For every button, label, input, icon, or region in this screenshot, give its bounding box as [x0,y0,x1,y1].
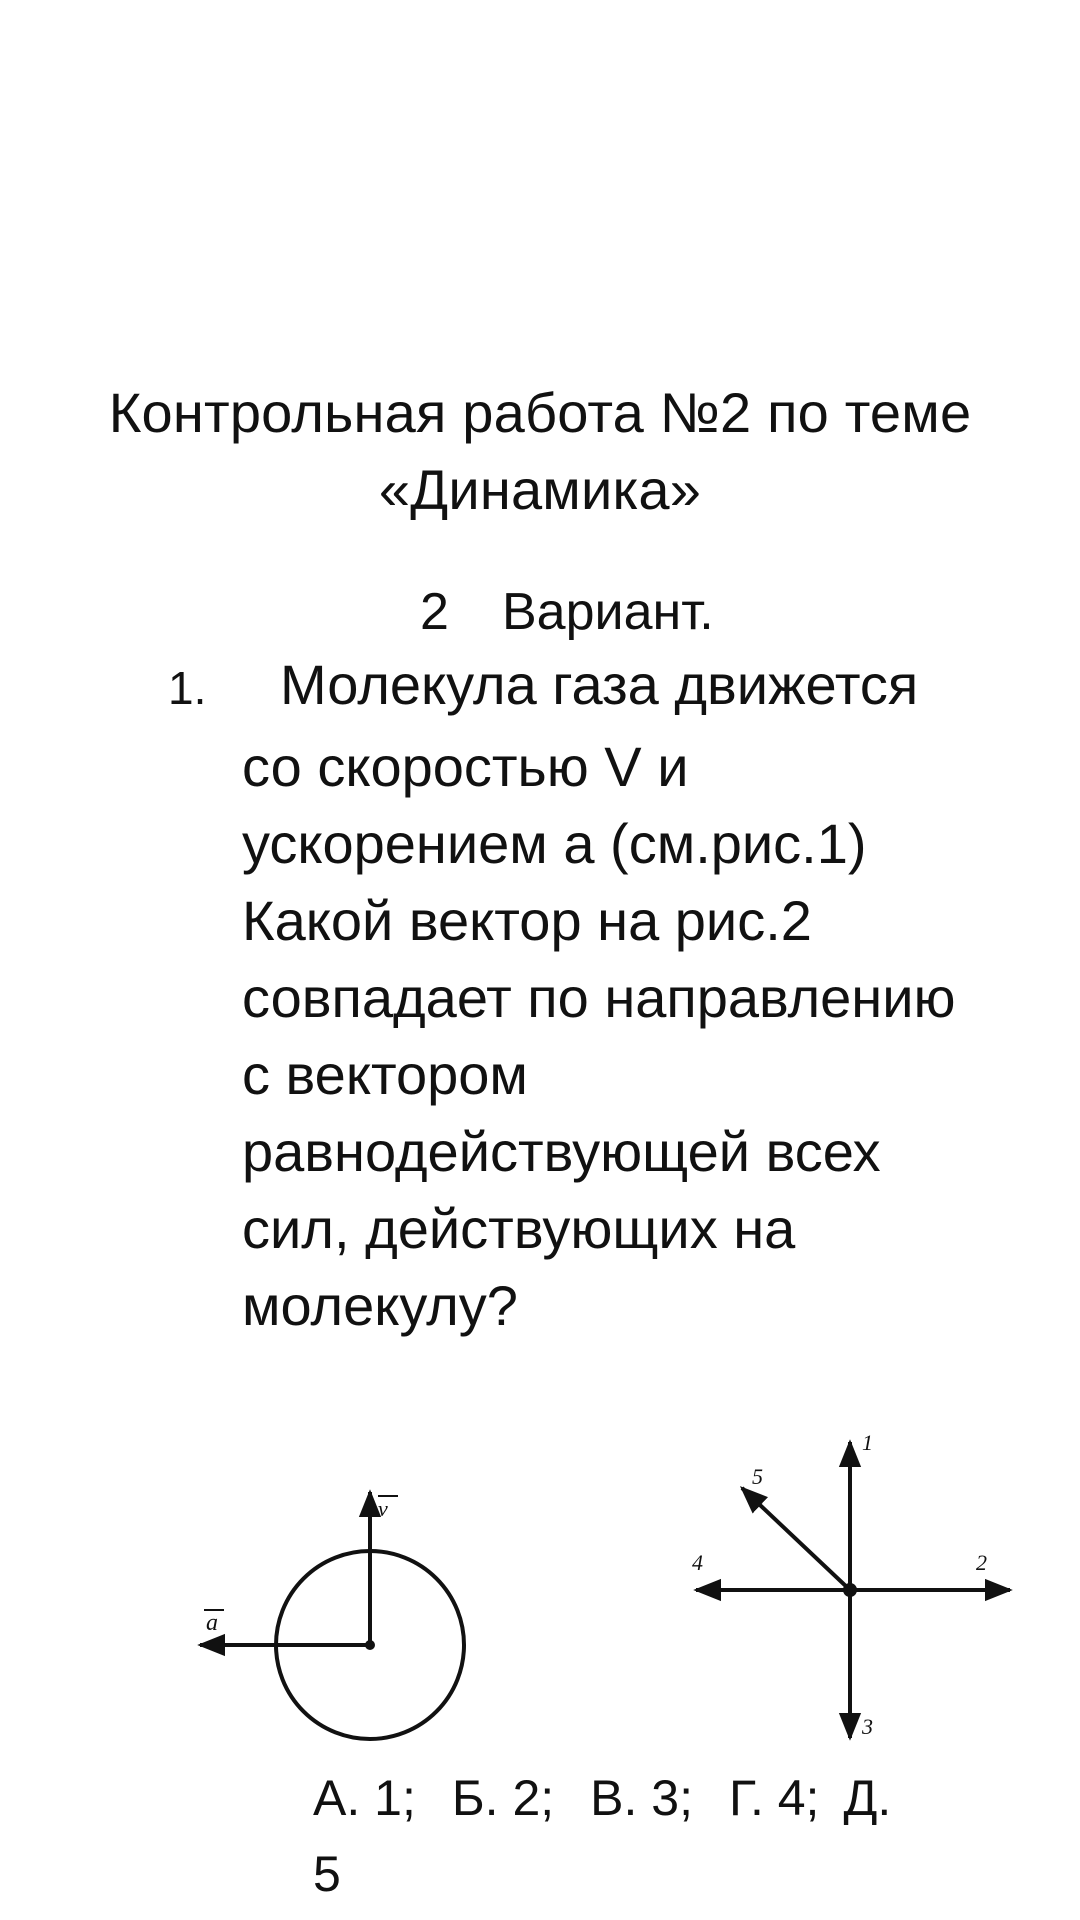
variant-number: 2 [420,583,449,641]
question-line: равнодействующей всех [242,1120,881,1183]
question-line: совпадает по направлению [242,966,956,1029]
question-number: 1. [168,662,207,714]
answer-option-v: В. 3; [590,1770,693,1826]
answer-options [313,1760,891,1912]
question-line: с вектором [242,1043,528,1106]
answer-row [313,1760,891,1836]
question-line: ускорением а (см.рис.1) [242,812,867,875]
answer-option-b: Б. 2; [451,1770,555,1826]
figure-2 [680,1420,1020,1750]
velocity-label: v [378,1496,388,1521]
vector-5 [742,1488,850,1590]
question-line: молекулу? [242,1274,518,1337]
question-line: Какой вектор на рис.2 [242,889,812,952]
vector-label-2: 2 [976,1550,987,1575]
vector-label-5: 5 [752,1464,763,1489]
variant-label: Вариант. [502,583,714,641]
vector-label-3: 3 [862,1714,873,1739]
figure-1 [180,1460,480,1760]
vector-label-4: 4 [692,1550,703,1575]
answer-option-d: Д. [843,1770,892,1826]
acceleration-label: a [206,1610,218,1636]
answer-option-g: Г. 4; [728,1770,820,1826]
vector-label-1: 1 [862,1430,873,1455]
question-text [242,728,956,1344]
origin-point [843,1583,857,1597]
title-line-2: «Динамика» [378,458,702,521]
answer-option-d-value: 5 [313,1846,341,1902]
question-line: со скоростью V и [242,735,689,798]
answer-option-a: А. 1; [313,1770,416,1826]
question-line: сил, действующих на [242,1197,796,1260]
variant-heading [420,580,714,644]
title-line-1: Контрольная работа №2 по теме [108,381,972,444]
question-first-line: Молекула газа движется [280,653,919,716]
